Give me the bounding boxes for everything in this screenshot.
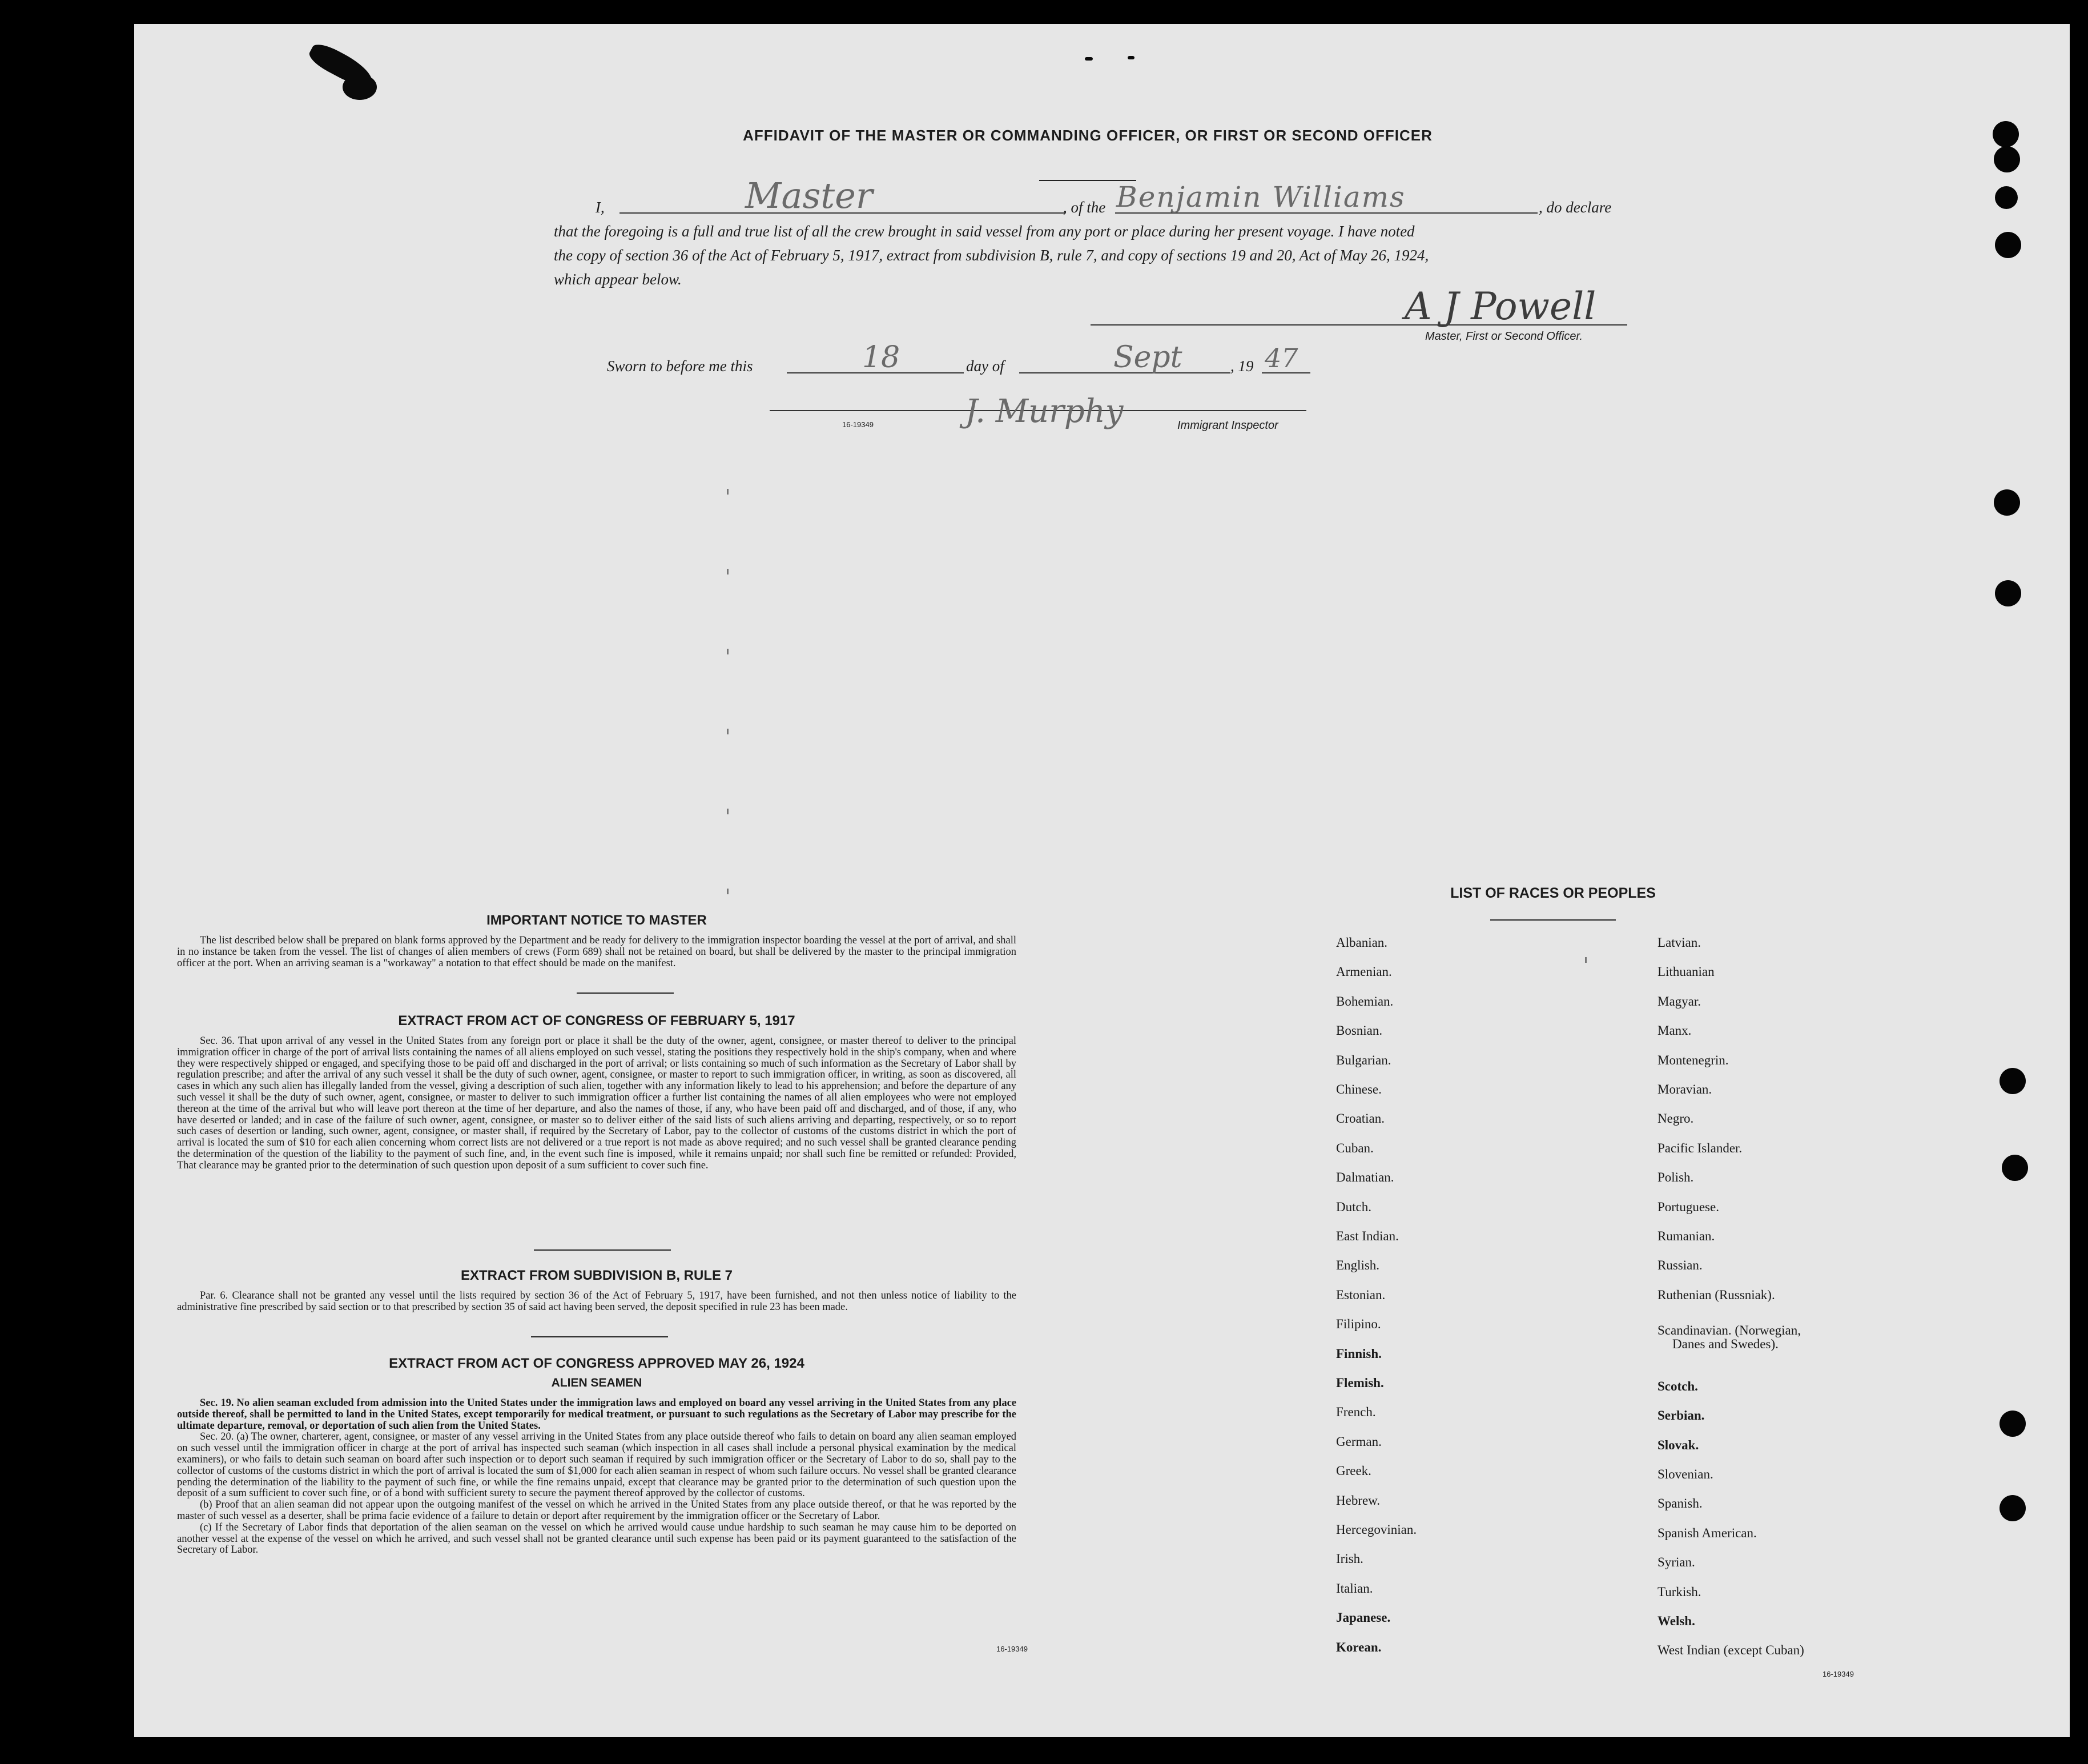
sec-19-paragraph: Sec. 19. No alien seaman excluded from admission into the United States under the immigration laws and employed on board any vessel arriving in the United States from any place outside thereof, shall be permitted to land in the United States, except temporarily for medical treatment, or pursuant to such regulations as the Secretary of Labor may prescribe for the ultimate departure, removal, or deportation of such alien from the United States.	[177, 1397, 1016, 1432]
extract-form-number: 16-19349	[996, 1645, 1028, 1653]
race-item: Estonian.	[1336, 1288, 1386, 1302]
handwritten-rank: Master	[745, 175, 873, 216]
speck	[1128, 56, 1134, 59]
column-guide-mark	[727, 809, 729, 814]
affidavit-body-line-2: that the foregoing is a full and true list of all the crew brought in said vessel from any port or place during her present voyage. I have noted	[554, 223, 1415, 240]
column-guide-mark	[727, 569, 729, 574]
race-item: Albanian.	[1336, 935, 1388, 950]
binder-hole	[2000, 1411, 2026, 1437]
race-item: Filipino.	[1336, 1317, 1381, 1331]
binder-hole	[1994, 146, 2020, 172]
master-signature-caption: Master, First or Second Officer.	[1425, 330, 1583, 343]
par-6-paragraph: Par. 6. Clearance shall not be granted any vessel until the lists required by section 36 of the Act of February 5, 1917, have been furnished, and not then unless notice of liability to the administrative fine prescribed by said section or to that prescribed by section 35 of said act having been served, the deposit specified in rule 23 has been made.	[177, 1290, 1016, 1313]
race-item: Scandinavian. (Norwegian,	[1657, 1323, 1801, 1337]
affidavit-do-declare: , do declare	[1539, 199, 1612, 216]
race-item: Dalmatian.	[1336, 1170, 1394, 1184]
notice-paragraph: The list described below shall be prepared on blank forms approved by the Department and be ready for delivery to the immigration inspector boarding the vessel at the port of arrival, and shall in no instance be taken from the vessel. The list of changes of alien members of crews (Form 689) shall not be retained on board, but shall be delivered by the master to the principal immigration officer at the port. When an arriving seaman is a "workaway" a notation to that effect should be made on the manifest.	[177, 935, 1016, 969]
race-item: Serbian.	[1657, 1408, 1705, 1423]
binder-hole	[2000, 1495, 2026, 1521]
day-of-label: day of	[966, 357, 1004, 375]
sec-20c-paragraph: (c) If the Secretary of Labor finds that deportation of the alien seaman on the vessel on which he arrived would cause undue hardship to such seaman he may cause him to be deported on another vessel at the expense of the vessel on which he arrived, and such vessel shall not be granted clearance until such expense has been paid or its payment guaranteed to the satisfaction of the Secretary of Labor.	[177, 1521, 1016, 1556]
race-item: Bulgarian.	[1336, 1053, 1391, 1067]
race-item: Spanish.	[1657, 1496, 1703, 1510]
race-item: Hebrew.	[1336, 1493, 1381, 1508]
notice-text	[177, 935, 1016, 969]
race-item: Montenegrin.	[1657, 1053, 1729, 1067]
sec-36-paragraph: Sec. 36. That upon arrival of any vessel in the United States from any foreign port or place it shall be the duty of the owner, agent, consignee, or master thereof to deliver to the principal immigration officer in charge of the port of arrival lists containing the names of all aliens employed on such vessel, stating the positions they respectively hold in the ship's company, when and where they were respectively shipped or engaged, and specifying those to be paid off and discharged in the port of arrival; or lists containing so much of such information as the Secretary of Labor shall by regulation prescribe; and after the arrival of any such vessel it shall be the duty of such owner, agent, consignee, or master to report to such immigration officer, in writing, as soon as discovered, all cases in which any such alien has illegally landed from the vessel, giving a description of such alien, together with any information likely to lead to his apprehension; and before the departure of any such vessel it shall be the duty of such owner, agent, consignee, or master to deliver to such immigration officer a further list containing the names of all alien employees who were not employed thereon at the time of the arrival but who will leave port thereon at the time of her departure, and also the names of those, if any, who have been paid off and discharged, and of those, if any, who have deserted or landed; and in case of the failure of such owner, agent, consignee, or master so to deliver either of the said lists of such aliens arriving and departing, respectively, or so to report such cases of desertion or landing, such owner, agent, consignee, or master shall, if required by the Secretary of Labor, pay to the collector of customs of the customs district in which the port of arrival is located the sum of $10 for each alien concerning whom correct lists are not delivered or a true report is not made as above required; and no such vessel shall be granted clearance pending the determination of the question of the liability to the payment of such fine, and, in the event such fine is imposed, while it remains unpaid; nor shall such fine be remitted or refunded: Provided, That clearance may be granted prior to the determination of such question upon deposit of a sum sufficient to cover such fine.	[177, 1035, 1016, 1171]
affidavit-of-the-label: , of the	[1063, 199, 1106, 216]
race-item: Russian.	[1657, 1258, 1703, 1272]
notice-title: IMPORTANT NOTICE TO MASTER	[486, 913, 707, 928]
race-item: Bosnian.	[1336, 1023, 1383, 1038]
race-item: Danes and Swedes).	[1672, 1337, 1779, 1351]
speck	[1085, 57, 1093, 61]
race-item: Hercegovinian.	[1336, 1522, 1417, 1537]
race-item: Japanese.	[1336, 1610, 1391, 1625]
inspector-caption: Immigrant Inspector	[1177, 419, 1278, 432]
races-title: LIST OF RACES OR PEOPLES	[1450, 885, 1656, 901]
extract-rule7-divider	[531, 1336, 668, 1337]
race-item: Manx.	[1657, 1023, 1692, 1038]
column-guide-mark	[727, 889, 729, 894]
race-item: Latvian.	[1657, 935, 1701, 950]
column-guide-mark	[1585, 957, 1587, 963]
race-item: English.	[1336, 1258, 1380, 1272]
binder-hole	[2002, 1155, 2028, 1181]
race-item: Dutch.	[1336, 1200, 1371, 1214]
race-item: Polish.	[1657, 1170, 1694, 1184]
race-item: Irish.	[1336, 1552, 1363, 1566]
race-item: Chinese.	[1336, 1082, 1382, 1096]
master-signature: A J Powell	[1405, 284, 1596, 328]
column-guide-mark	[727, 729, 729, 734]
race-item: German.	[1336, 1434, 1382, 1449]
extract-1924-title: EXTRACT FROM ACT OF CONGRESS APPROVED MAY 26, 1924	[389, 1356, 804, 1371]
race-item: Welsh.	[1657, 1614, 1695, 1628]
race-item: Pacific Islander.	[1657, 1141, 1743, 1155]
affidavit-body-line-3: the copy of section 36 of the Act of February 5, 1917, extract from subdivision B, rule 7, and copy of sections 19 and 20, Act of May 26, 1924,	[554, 247, 1429, 264]
race-item: Finnish.	[1336, 1347, 1382, 1361]
race-item: French.	[1336, 1405, 1376, 1419]
extract-1917-text	[177, 1036, 1016, 1172]
race-item: Bohemian.	[1336, 994, 1394, 1008]
race-item: Portuguese.	[1657, 1200, 1719, 1214]
affidavit-i-label: I,	[596, 199, 605, 216]
race-item: Slovak.	[1657, 1438, 1699, 1452]
sec-20a-paragraph: Sec. 20. (a) The owner, charterer, agent, consignee, or master of any vessel arriving in the United States from any place outside thereof who fails to detain on board any alien seaman employed on such vessel until the immigration officer in charge at the port of arrival has inspected such seaman (which inspection in all cases shall include a personal physical examination by the medical examiners), or who fails to detain such seaman on board after such inspection or to deport such seaman if required by such immigration officer or the Secretary of Labor to do so, shall pay to the collector of customs of the customs district in which the port of arrival is located the sum of $1,000 for each alien seaman in respect of whom such failure occurs. No vessel shall be granted clearance pending the determination of the liability to the payment of such fine, or while the fine remains unpaid, except that clearance may be granted prior to the determination of such question upon the deposit of a sum sufficient to cover such fine, or of a bond with sufficient surety to secure the payment thereof approved by the collector of customs.	[177, 1431, 1016, 1500]
race-item: Negro.	[1657, 1111, 1694, 1126]
column-guide-mark	[727, 489, 729, 495]
races-title-rule	[1490, 919, 1616, 921]
race-item: Moravian.	[1657, 1082, 1712, 1096]
race-item: Slovenian.	[1657, 1467, 1713, 1481]
handwritten-month: Sept	[1113, 340, 1182, 375]
race-item: Korean.	[1336, 1640, 1382, 1654]
alien-seamen-subtitle: ALIEN SEAMEN	[551, 1376, 642, 1389]
race-item: Ruthenian (Russniak).	[1657, 1288, 1775, 1302]
binder-hole	[1993, 121, 2019, 147]
binder-hole	[1994, 489, 2020, 516]
handwritten-vessel-name: Benjamin Williams	[1116, 180, 1406, 214]
binder-hole	[1995, 186, 2018, 209]
year-prefix: , 19	[1230, 357, 1254, 375]
extract-1917-divider	[534, 1249, 671, 1251]
race-item: Croatian.	[1336, 1111, 1385, 1126]
binder-hole	[1995, 232, 2021, 258]
race-item: Lithuanian	[1657, 965, 1715, 979]
race-item: East Indian.	[1336, 1229, 1399, 1243]
race-item: Spanish American.	[1657, 1526, 1757, 1540]
sec-20b-paragraph: (b) Proof that an alien seaman did not appear upon the outgoing manifest of the vessel on which he arrived in the United States from any place outside thereof, or that he was reported by the master of such vessel as a deserter, shall be prima facie evidence of a failure to detain or deport after requirement by the immigration officer or the Secretary of Labor.	[177, 1499, 1016, 1522]
race-item: Turkish.	[1657, 1585, 1701, 1599]
notice-divider	[577, 992, 674, 994]
extract-1917-title: EXTRACT FROM ACT OF CONGRESS OF FEBRUARY 5, 1917	[398, 1013, 795, 1028]
binder-hole	[1995, 580, 2021, 606]
column-guide-mark	[727, 649, 729, 654]
binder-hole	[2000, 1068, 2026, 1094]
affidavit-body-line-4: which appear below.	[554, 271, 682, 288]
race-item: Magyar.	[1657, 994, 1701, 1008]
page-tear-2	[343, 74, 377, 100]
handwritten-year: 47	[1265, 343, 1298, 373]
handwritten-day: 18	[862, 340, 900, 375]
race-item: Greek.	[1336, 1464, 1371, 1478]
race-item: Rumanian.	[1657, 1229, 1715, 1243]
race-item: Cuban.	[1336, 1141, 1374, 1155]
race-item: Scotch.	[1657, 1379, 1698, 1393]
races-form-number: 16-19349	[1823, 1670, 1854, 1678]
race-item: Syrian.	[1657, 1555, 1695, 1569]
race-item: Italian.	[1336, 1581, 1373, 1596]
inspector-signature: J. Murphy	[965, 393, 1124, 430]
extract-rule7-title: EXTRACT FROM SUBDIVISION B, RULE 7	[460, 1268, 733, 1283]
race-item: Flemish.	[1336, 1376, 1384, 1390]
affidavit-form-number: 16-19349	[842, 420, 874, 429]
extract-1924-text	[177, 1398, 1016, 1556]
race-item: Armenian.	[1336, 965, 1392, 979]
sworn-label: Sworn to before me this	[607, 357, 753, 375]
affidavit-title: AFFIDAVIT OF THE MASTER OR COMMANDING OFFICER, OR FIRST OR SECOND OFFICER	[743, 127, 1433, 144]
race-item: West Indian (except Cuban)	[1657, 1643, 1804, 1657]
extract-rule7-text	[177, 1291, 1016, 1313]
